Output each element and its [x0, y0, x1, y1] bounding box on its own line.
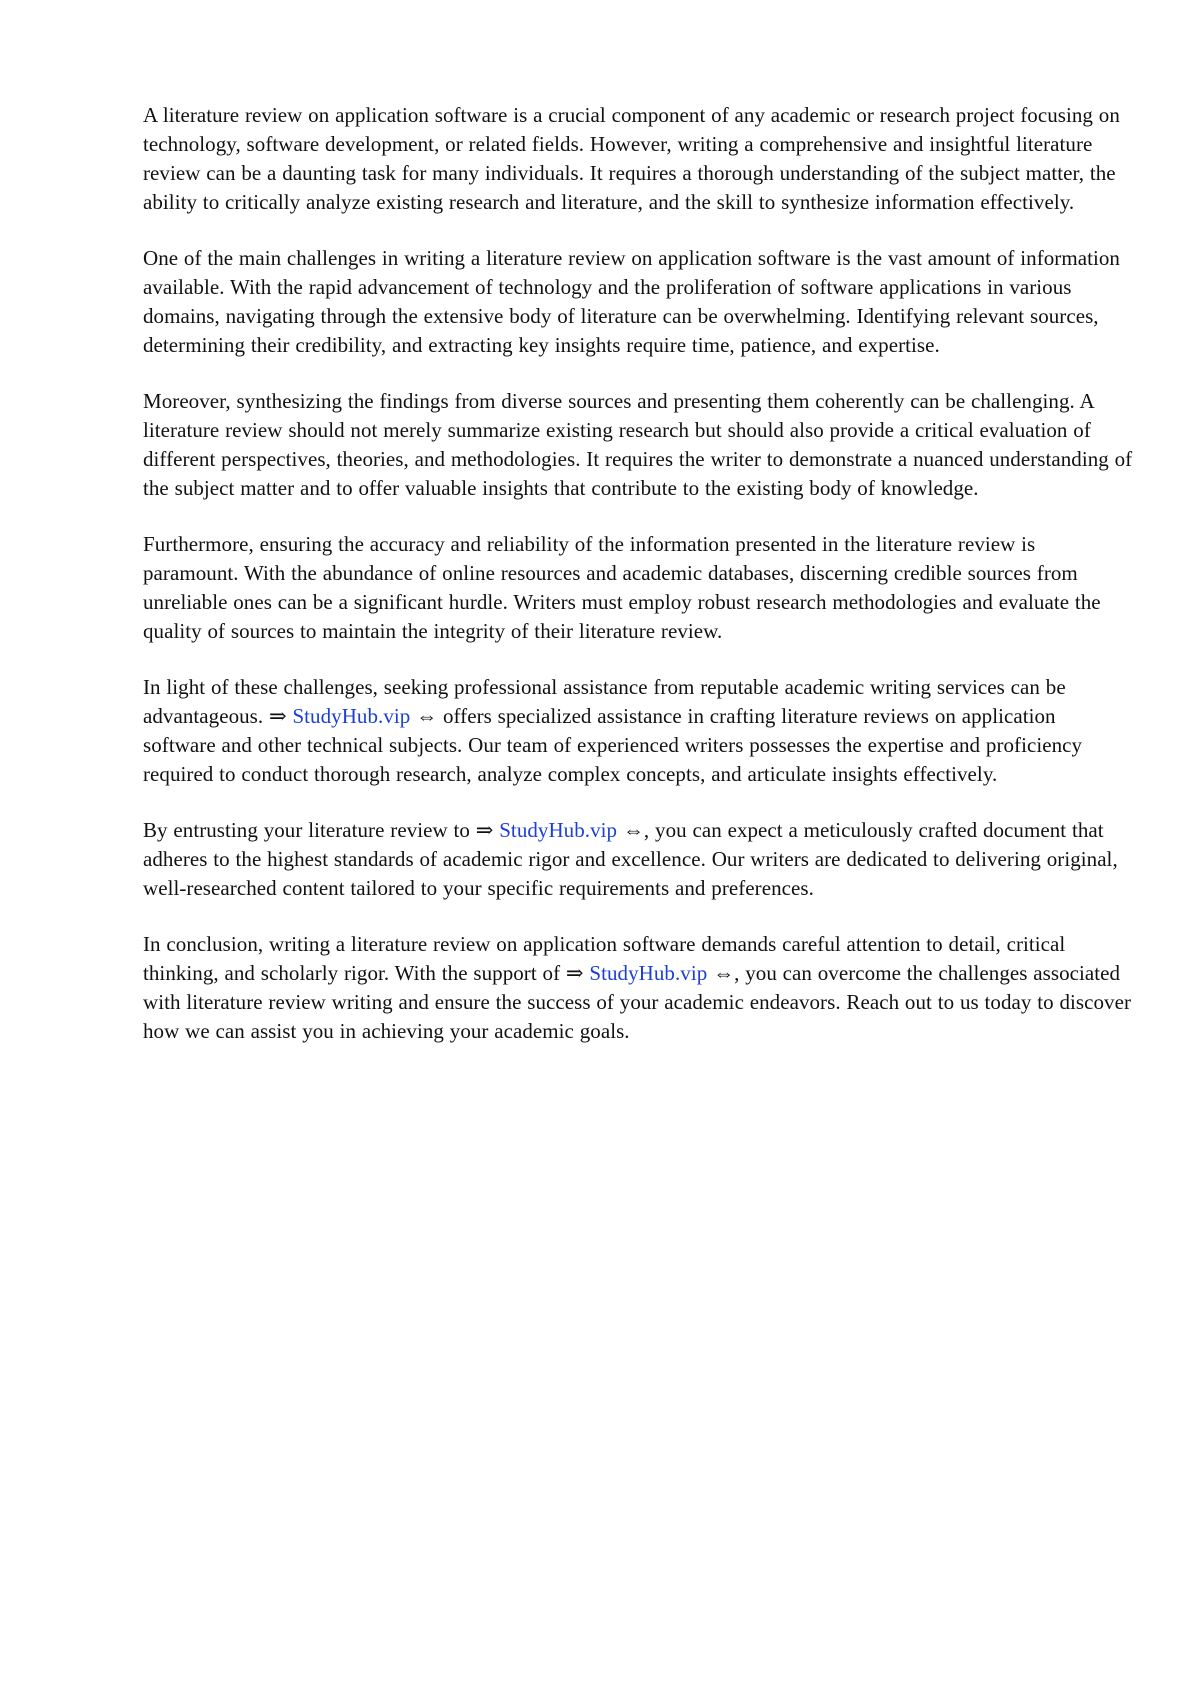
paragraph-assistance-text-after: ⇔ offers specialized assistance in crafting literature reviews on application software and other technical subjects. Our team of experienced writers possesses the expertise and proficiency required to conduct thorough research, analyze complex concepts, and articulate insights effectively.: [143, 704, 1083, 786]
paragraph-entrusting: [143, 816, 1133, 903]
paragraph-conclusion-text-after: ⇔, you can overcome the challenges associated with literature review writing and ensure the success of your academic endeavors. Reach out to us today to discover how we can assist you in achieving your academic goals.: [143, 961, 1132, 1043]
paragraph-synthesis: Moreover, synthesizing the findings from diverse sources and presenting them coherently can be challenging. A literature review should not merely summarize existing research but should also provide a critical evaluation of different perspectives, theories, and methodologies. It requires the writer to demonstrate a nuanced understanding of the subject matter and to offer valuable insights that contribute to the existing body of knowledge.: [143, 389, 1133, 500]
studyhub-link[interactable]: StudyHub.vip: [589, 961, 708, 985]
paragraph-assistance: [143, 673, 1133, 789]
paragraph-assistance-text-before: In light of these challenges, seeking professional assistance from reputable academic writing services can be advantageous. ⇒: [143, 675, 1066, 728]
paragraph-challenges: One of the main challenges in writing a literature review on application software is the vast amount of information available. With the rapid advancement of technology and the proliferation of software applications in various domains, navigating through the extensive body of literature can be overwhelming. Identifying relevant sources, determining their credibility, and extracting key insights require time, patience, and expertise.: [143, 246, 1120, 357]
paragraph-intro: A literature review on application software is a crucial component of any academic or research project focusing on technology, software development, or related fields. However, writing a comprehensive and insightful literature review can be a daunting task for many individuals. It requires a thorough understanding of the subject matter, the ability to critically analyze existing research and literature, and the skill to synthesize information effectively.: [143, 103, 1120, 214]
paragraph-entrusting-text-before: By entrusting your literature review to ⇒: [143, 818, 500, 842]
document-body: [143, 101, 1133, 1073]
paragraph-accuracy: Furthermore, ensuring the accuracy and reliability of the information presented in the literature review is paramount. With the abundance of online resources and academic databases, discerning credible sources from unreliable ones can be a significant hurdle. Writers must employ robust research methodologies and evaluate the quality of sources to maintain the integrity of their literature review.: [143, 532, 1101, 643]
paragraph-entrusting-text-after: ⇔, you can expect a meticulously crafted document that adheres to the highest standards of academic rigor and excellence. Our writers are dedicated to delivering original, well-researched content tailored to your specific requirements and preferences.: [143, 818, 1118, 900]
paragraph-conclusion-text-before: In conclusion, writing a literature review on application software demands careful attention to detail, critical thinking, and scholarly rigor. With the support of ⇒: [143, 932, 1066, 985]
studyhub-link[interactable]: StudyHub.vip: [499, 818, 618, 842]
studyhub-link[interactable]: StudyHub.vip: [292, 704, 411, 728]
paragraph-conclusion: [143, 930, 1133, 1046]
